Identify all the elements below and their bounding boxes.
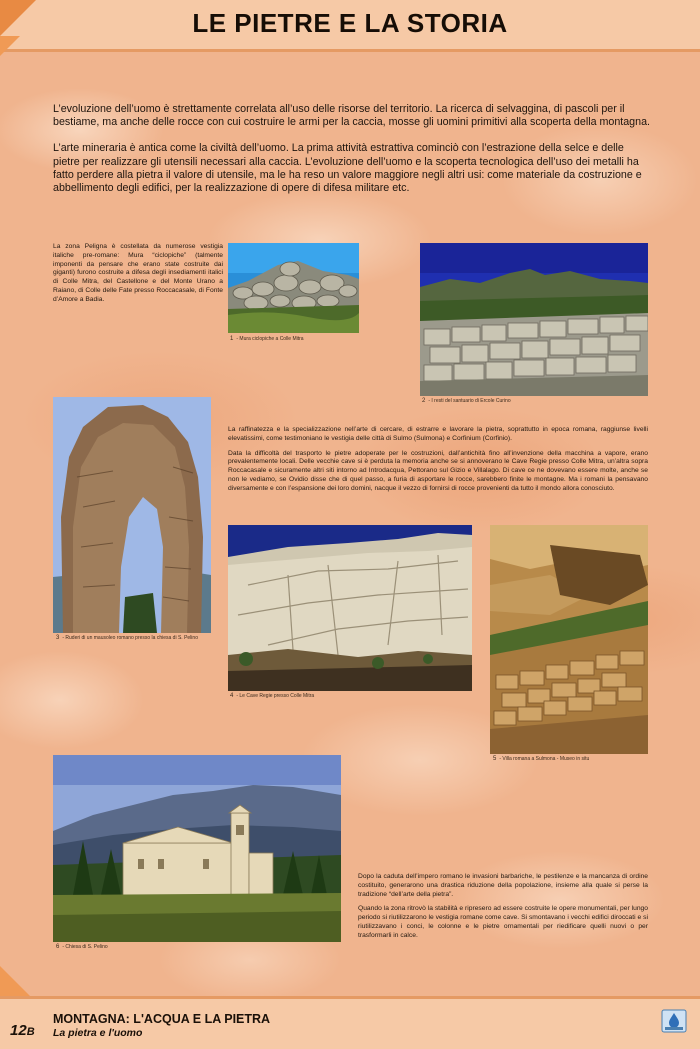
footer-title: MONTAGNA: L'ACQUA E LA PIETRA: [53, 1012, 271, 1026]
caption-2: [422, 398, 511, 404]
footer-subtitle: La pietra e l'uomo: [53, 1027, 143, 1039]
text-medioevo-block: [358, 873, 648, 947]
caption-1: [230, 336, 304, 342]
intro-text: [53, 103, 653, 208]
photo-mausoleo-romano: [53, 397, 211, 633]
caption-5-text: - Villa romana a Sulmona - Museo in situ: [499, 756, 590, 762]
photo-mura-ciclopiche: [228, 243, 359, 333]
caption-1-number: 1: [230, 336, 234, 342]
photo-chiesa-s-pelino: [53, 755, 341, 942]
text-zona-peligna-paragraph: La zona Peligna è costellata da numerose vestigia italiche pre-romane: Mura “ciclopiche” (talmente imponenti da pensare che erano state costruite dai giganti) furono costruite a difesa degli insediamenti italici di Colle Mitra, del Castellone e del Monte Urano a Raiano, di Colle delle Fate presso Roccacasale, di Fonte d’Amore a Badia.: [53, 243, 223, 303]
caption-3-text: - Ruderi di un mausoleo romano presso la chiesa di S. Pelino: [62, 635, 198, 641]
caption-5-number: 5: [493, 756, 497, 762]
water-drop-logo-icon: [661, 1008, 687, 1034]
caption-5: [493, 756, 589, 762]
page-number-letter: B: [26, 1026, 35, 1038]
page-title: LE PIETRE E LA STORIA: [192, 8, 508, 38]
caption-4: [230, 693, 314, 699]
page-number: [10, 1022, 35, 1039]
caption-4-text: - Le Cave Regie presso Colle Mitra: [236, 693, 315, 699]
text-zona-peligna: [53, 243, 223, 311]
photo-santuario-ercole-curino: [420, 243, 648, 396]
footer-corner-accent: [0, 966, 32, 998]
page-number-digits: 12: [10, 1022, 27, 1039]
photo-cave-regie: [228, 525, 472, 691]
caption-2-text: - I resti del santuario di Ercole Curino: [428, 398, 511, 404]
intro-paragraph-1: L’evoluzione dell’uomo è strettamente correlata all’uso delle risorse del territorio. La ricerca di selvaggina, di pascoli per il bestiame, ma anche delle rocce con cui costruire le armi per la caccia, mosse gli uomini primitivi alla scoperta della montagna.: [53, 103, 650, 129]
caption-1-text: - Mura ciclopiche a Colle Mitra: [236, 336, 304, 342]
caption-2-number: 2: [422, 398, 426, 404]
text-raffinatezza: La raffinatezza e la specializzazione nell’arte di cercare, di estrarre e lavorare la pietra, soprattutto in epoca romana, raggiunse livelli elevatissimi, come testimoniano le vestigia delle città di Sulmo (Sulmona) e Corfinium (Corfinio).: [228, 426, 648, 442]
caption-4-number: 4: [230, 693, 234, 699]
caption-3: [56, 635, 198, 641]
text-stabilita: Quando la zona ritrovò la stabilità e ripresero ad essere costruite le opere monumentali, per lungo periodo si riutilizzarono le vestigia romane come cave. Si smontavano i vecchi edifici diroccati e si riutilizzavano i conci, le colonne e le pietre ornamentali per riedificare quelli nuovi o per trasformarli in calce.: [358, 905, 648, 939]
header-corner-accent-small: [0, 36, 20, 56]
caption-6: [56, 944, 108, 950]
caption-6-number: 6: [56, 944, 60, 950]
text-caduta-impero: Dopo la caduta dell’impero romano le invasioni barbariche, le pestilenze e la mancanza di ordine costituito, generarono una drastica riduzione della popolazione, insieme alla quale si perse la tradizione “dell’arte della pietra”.: [358, 873, 648, 898]
photo-villa-romana: [490, 525, 648, 754]
caption-3-number: 3: [56, 635, 60, 641]
caption-6-text: - Chiesa di S. Pelino: [62, 944, 108, 950]
text-trasporto: Data la difficoltà del trasporto le pietre adoperate per le costruzioni, dall’antichità fino all’invenzione della macchina a vapore, erano prevalentemente locali. Delle vecchie cave si è perduta la memoria anche se si annoverano le Cave Regie presso Colle Mitra, un’altra sopra Roccacasale e sicuramente altri siti intorno ad Introdacqua, Pettorano sul Gizio e Villalago. Di cave ce ne dovevano essere molte, anche se non le vediamo, se Ovidio disse che di quel passo, a furia di asportare le rocce, sarebbero finite le montagne. Ma i romani la pensavano diversamente e con l’espansione dei loro domini, nacque il vezzo di fornirsi di rocce provenienti da tutto il mondo allora conosciuto.: [228, 449, 648, 492]
text-raffinatezza-block: [228, 426, 648, 500]
intro-paragraph-2: L’arte mineraria è antica come la civiltà dell’uomo. La prima attività estrattiva cominciò con l’estrazione della selce e delle pietre per realizzare gli utensili necessari alla caccia. L’evoluzione dell’uomo e la scoperta tecnologica dell’uso dei metalli ha fatto perdere alla pietra il valore di utensile, ma le ha reso un valore maggiore negli altri usi: come materiale da costruzione e abbellimento degli edifici, per la realizzazione di opere di difesa militare etc.: [53, 142, 642, 195]
